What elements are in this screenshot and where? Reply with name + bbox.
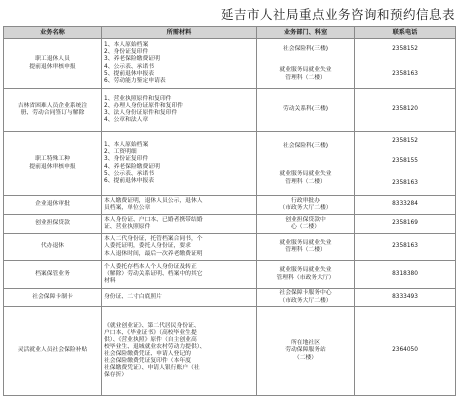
material-item: 4、公示表、承诺书	[104, 63, 155, 70]
material-item: （解除）劳动关系证明、档案中的其它	[104, 270, 203, 277]
business-name-cell	[4, 89, 102, 132]
business-name-cell	[4, 39, 102, 89]
table-row	[4, 89, 456, 132]
department-cell	[257, 39, 355, 89]
business-name-line: 创业担保贷款	[35, 220, 70, 227]
material-item: 社会保险缴费凭证复印件（本年度	[104, 358, 191, 365]
business-name-line: 提前退休审核申报	[29, 63, 76, 70]
material-item: 本人退休时间，最后一次养老缴费证明	[104, 250, 203, 257]
department-label: 就业服务局就业失业 管理科（二楼）	[279, 239, 332, 253]
table-header-row	[4, 27, 456, 39]
business-name-cell	[4, 132, 102, 196]
phone-cell	[355, 39, 456, 89]
department-label: 社会保险科(三楼)	[282, 46, 329, 53]
department-label: 社会保险科(三楼)	[282, 143, 329, 150]
material-item: 4、养老保险缴费证明	[104, 163, 160, 170]
business-name-line: 企业退休审批	[35, 201, 70, 208]
department-label: 所在地社区 劳动保障服务站 （二楼）	[285, 340, 326, 361]
phone-number: 2358169	[392, 220, 418, 227]
material-item: 校毕业生、退城就业农村劳动力提供）、	[104, 343, 206, 350]
department-cell	[257, 132, 355, 196]
business-name-cell	[4, 289, 102, 307]
business-name-cell	[4, 261, 102, 289]
material-item: 6、提前退休申报表	[104, 177, 155, 184]
material-item: 保存折）	[104, 372, 128, 379]
business-name-line: 代办退休	[40, 243, 65, 250]
header-phone: 联系电话	[355, 27, 456, 39]
material-item: 人委托证明，委托人身份证，要求	[104, 243, 191, 250]
material-item: 证、营业执照原件	[104, 224, 151, 230]
department-label: 行政审批办 （市政务大厅二楼）	[279, 197, 332, 211]
materials-cell	[102, 132, 257, 196]
materials-cell	[102, 215, 257, 234]
phone-number: 2358152	[392, 138, 418, 145]
material-item: 3、养老保险缴费证明	[104, 56, 160, 63]
info-table	[3, 26, 456, 396]
department-label: 就业服务局就业失业 管理科（二楼）	[279, 67, 332, 81]
table-row	[4, 132, 456, 196]
table-row	[4, 215, 456, 234]
page-title: 延吉市人社局重点业务咨询和预约信息表	[220, 7, 455, 22]
department-cell	[257, 89, 355, 132]
department-cell	[257, 234, 355, 261]
phone-number: 2364050	[392, 347, 418, 354]
material-item: 社保缴费凭证）、申请人银行账户（社	[104, 365, 200, 372]
phone-cell	[355, 307, 456, 396]
department-cell	[257, 196, 355, 215]
department-label: 社会保障卡服务中心 （市政务大厅二楼）	[279, 290, 332, 304]
phone-number: 8333493	[392, 293, 418, 300]
department-label: 创业担保贷款中 心（二楼）	[285, 216, 326, 230]
header-materials: 所需材料	[102, 27, 257, 39]
materials-cell	[102, 234, 257, 261]
business-name-line: 灵活就业人员社会保险补贴	[17, 347, 88, 354]
material-item: 2、工资明细	[104, 149, 137, 156]
business-name-cell	[4, 234, 102, 261]
phone-number: 2358163	[392, 243, 418, 250]
phone-number: 2358155	[392, 158, 418, 165]
table-row	[4, 261, 456, 289]
material-item: 1、本人原始档案	[104, 142, 149, 149]
material-item: 5、公示表、承诺书	[104, 170, 155, 177]
phone-number: 2358163	[392, 179, 418, 186]
department-cell	[257, 261, 355, 289]
department-cell	[257, 307, 355, 396]
material-item: 《就业创业证》、第二代居民身份证、	[104, 322, 200, 329]
header-business-name: 业务名称	[4, 27, 102, 39]
phone-cell	[355, 89, 456, 132]
business-name-line: 吉林省困难人员企业系统注	[17, 102, 88, 109]
phone-cell	[355, 289, 456, 307]
business-name-line: 提前退休审核申报	[29, 163, 76, 170]
department-cell	[257, 215, 355, 234]
department-label: 就业服务局就业失业 管理科（二楼）	[279, 171, 332, 185]
phone-number: 2358163	[392, 70, 418, 77]
department-cell	[257, 289, 355, 307]
material-item: 4、公章和法人章	[104, 117, 149, 124]
material-item: 身份证、二寸白底照片	[104, 293, 162, 300]
material-item: 户口本、《毕业证书》（高校毕业生提	[104, 329, 197, 336]
table-row	[4, 289, 456, 307]
phone-number: 8318380	[392, 270, 418, 277]
business-name-cell	[4, 215, 102, 234]
table-body	[4, 39, 456, 396]
material-item: 供）、《营业执照》原件（自主创业高	[104, 336, 197, 343]
materials-cell	[102, 261, 257, 289]
material-item: 3、法人身份证原件和复印件	[104, 110, 178, 116]
materials-cell	[102, 196, 257, 215]
table-row	[4, 307, 456, 396]
phone-number: 8333284	[392, 201, 418, 208]
material-item: 1、营业执照原件和复印件	[104, 95, 172, 102]
phone-number: 2358152	[392, 46, 418, 53]
material-item: 2、身份证复印件	[104, 49, 149, 56]
materials-cell	[102, 289, 257, 307]
material-item: 本人缴费证明，退休人员公示，退休人	[104, 197, 203, 204]
phone-cell	[355, 234, 456, 261]
material-item: 本人二代身份证，托管档案合同书，个	[104, 236, 203, 243]
table-row	[4, 196, 456, 215]
phone-cell	[355, 196, 456, 215]
business-name-line: 册、劳动合同签订与解除	[20, 110, 85, 116]
material-item: 个人委托存档本人个人身份证及转正	[104, 263, 197, 270]
material-item: 2、办理人身份证原件和复印件	[104, 102, 184, 109]
material-item: 员档案，单位公章	[104, 205, 151, 211]
material-item: 社会保险缴费凭证、申请人登记的	[104, 351, 191, 357]
business-name-line: 职工特殊工种	[35, 156, 70, 163]
materials-cell	[102, 307, 257, 396]
department-label: 就业服务局就业失业 管理科（市政务大厅）	[276, 267, 335, 281]
materials-cell	[102, 39, 257, 89]
business-name-line: 职工退休人员	[35, 56, 70, 63]
material-item: 1、本人原始档案	[104, 42, 149, 49]
material-item: 本人身份证、户口本、已婚者携带结婚	[104, 216, 203, 223]
material-item: 材料	[104, 278, 116, 285]
table-row	[4, 39, 456, 89]
material-item: 5、提前退休申报表	[104, 70, 155, 77]
material-item: 3、身份证复印件	[104, 156, 149, 163]
phone-cell	[355, 215, 456, 234]
business-name-cell	[4, 196, 102, 215]
material-item: 6、劳动能力鉴定申请表	[104, 77, 166, 84]
table-row	[4, 234, 456, 261]
phone-number: 2358120	[392, 106, 418, 113]
phone-cell	[355, 261, 456, 289]
business-name-line: 社会保障卡制卡	[32, 293, 73, 300]
materials-cell	[102, 89, 257, 132]
phone-cell	[355, 132, 456, 196]
department-label: 劳动关系科(三楼)	[282, 106, 329, 113]
business-name-cell	[4, 307, 102, 396]
header-department: 业务部门、科室	[257, 27, 355, 39]
business-name-line: 档案保管业务	[35, 270, 70, 277]
